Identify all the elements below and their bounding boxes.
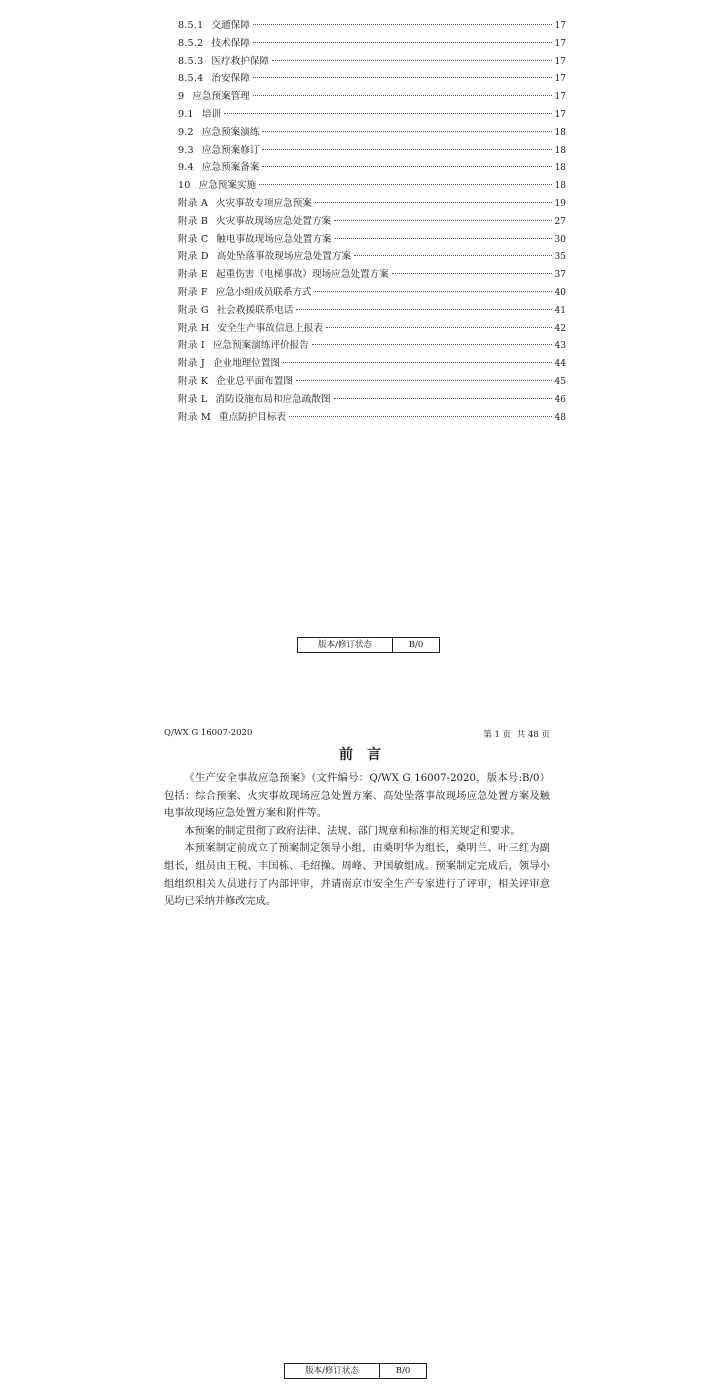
toc-entry[interactable] xyxy=(178,177,566,195)
document-code: Q/WX G 16007-2020 xyxy=(164,728,253,738)
toc-entry[interactable] xyxy=(178,53,566,71)
page-header xyxy=(164,728,550,740)
toc-entry-title: 企业地理位置图 xyxy=(212,358,281,370)
toc-entry[interactable] xyxy=(178,142,566,160)
toc-entry-title: 医疗救护保障 xyxy=(211,55,269,67)
toc-entry[interactable] xyxy=(178,231,566,249)
toc-leader-dots xyxy=(392,273,552,274)
toc-entry[interactable] xyxy=(178,355,566,373)
toc-entry-number: 附录 F xyxy=(178,286,208,298)
toc-entry-page: 17 xyxy=(554,109,566,120)
toc-leader-dots xyxy=(354,255,552,256)
toc-entry-page: 18 xyxy=(554,163,566,174)
toc-entry-number: 附录 L xyxy=(178,393,208,405)
toc-entry-page: 19 xyxy=(554,198,566,209)
toc-entry-title: 安全生产事故信息上报表 xyxy=(217,322,323,334)
paragraph: 《生产安全事故应急预案》（文件编号：Q/WX G 16007-2020，版本号:B/0）包括：综合预案、火灾事故现场应急处置方案、高处坠落事故现场应急处置方案及触电事故现场应急处置方案和附件等。 xyxy=(164,773,550,820)
page-total: 共 48 页 xyxy=(516,730,550,740)
version-label: 版本/修订状态 xyxy=(298,638,393,652)
version-status-box xyxy=(284,1363,427,1379)
toc-leader-dots xyxy=(253,42,552,43)
toc-entry-page: 42 xyxy=(554,323,566,334)
paragraph: 本预案制定前成立了预案制定领导小组，由桑明华为组长，桑明兰、叶三红为副组长，组员由王税、丰国栋、毛绍操、周峰、尹国敏组成。预案制定完成后，领导小组组织相关人员进行了内部评审，并请南京市安全生产专家进行了评审，相关评审意见均已采纳并修改完成。 xyxy=(164,843,550,908)
toc-entry-title: 企业总平面布置图 xyxy=(216,375,293,387)
toc-leader-dots xyxy=(289,416,552,417)
toc-entry-page: 17 xyxy=(554,38,566,49)
toc-entry-title: 起重伤害（电梯事故）现场应急处置方案 xyxy=(216,269,389,281)
toc-entry-number: 9.4 xyxy=(178,162,194,174)
toc-leader-dots xyxy=(262,166,551,167)
toc-entry-title: 火灾事故现场应急处置方案 xyxy=(216,215,332,227)
toc-entry-title: 应急预案演练 xyxy=(201,126,260,138)
toc-entry-number: 10 xyxy=(178,180,191,192)
toc-entry[interactable] xyxy=(178,320,566,338)
toc-entry[interactable] xyxy=(178,17,566,35)
toc-entry-page: 17 xyxy=(554,74,566,85)
version-value: B/0 xyxy=(408,640,424,650)
toc-entry-page: 45 xyxy=(554,376,566,387)
toc-entry-title: 治安保障 xyxy=(211,73,250,85)
toc-leader-dots xyxy=(224,113,552,114)
toc-entry[interactable] xyxy=(178,195,566,213)
table-of-contents xyxy=(178,17,566,426)
toc-entry-page: 17 xyxy=(554,92,566,103)
toc-entry-page: 27 xyxy=(554,216,566,227)
toc-entry-number: 8.5.4 xyxy=(178,73,204,85)
toc-entry-number: 9 xyxy=(178,91,185,103)
toc-entry-page: 18 xyxy=(554,181,566,192)
toc-entry-title: 消防设施布局和应急疏散图 xyxy=(215,393,331,405)
toc-entry-page: 40 xyxy=(554,287,566,298)
toc-entry-number: 附录 A xyxy=(178,197,208,209)
toc-leader-dots xyxy=(334,398,552,399)
toc-leader-dots xyxy=(296,309,551,310)
toc-leader-dots xyxy=(315,202,552,203)
toc-entry-number: 8.5.3 xyxy=(178,55,204,67)
toc-entry-page: 46 xyxy=(554,394,566,405)
toc-entry-page: 30 xyxy=(554,234,566,245)
toc-entry[interactable] xyxy=(178,124,566,142)
toc-entry[interactable] xyxy=(178,409,566,427)
toc-entry-title: 技术保障 xyxy=(211,37,250,49)
toc-entry-number: 8.5.1 xyxy=(178,20,204,31)
toc-entry-title: 交通保障 xyxy=(211,20,250,31)
toc-entry-title: 高处坠落事故现场应急处置方案 xyxy=(216,251,352,263)
foreword-page xyxy=(0,690,720,1390)
toc-leader-dots xyxy=(315,291,552,292)
toc-entry-number: 8.5.2 xyxy=(178,37,204,49)
toc-entry-page: 18 xyxy=(554,145,566,156)
toc-leader-dots xyxy=(259,184,551,185)
toc-entry-title: 应急预案管理 xyxy=(192,91,250,103)
toc-entry[interactable] xyxy=(178,159,566,177)
toc-entry-number: 9.3 xyxy=(178,144,194,156)
toc-entry[interactable] xyxy=(178,70,566,88)
toc-entry-number: 附录 J xyxy=(178,358,205,370)
toc-entry-title: 应急预案备案 xyxy=(201,162,260,174)
toc-entry[interactable] xyxy=(178,88,566,106)
toc-entry-title: 应急预案实施 xyxy=(198,180,257,192)
toc-leader-dots xyxy=(262,131,551,132)
toc-entry-title: 重点防护目标表 xyxy=(218,411,287,423)
toc-entry-title: 应急小组成员联系方式 xyxy=(215,286,312,298)
page-title: 前言 xyxy=(339,747,395,763)
paragraph: 本预案的制定贯彻了政府法律、法规、部门规章和标准的相关规定和要求。 xyxy=(184,825,521,837)
toc-entry-number: 附录 H xyxy=(178,322,210,334)
toc-entry[interactable] xyxy=(178,373,566,391)
toc-entry-title: 社会救援联系电话 xyxy=(216,304,294,316)
version-status-box xyxy=(297,637,440,653)
toc-entry-number: 附录 D xyxy=(178,251,209,263)
toc-leader-dots xyxy=(253,77,552,78)
toc-entry[interactable] xyxy=(178,213,566,231)
toc-entry-number: 附录 B xyxy=(178,215,209,227)
toc-entry[interactable] xyxy=(178,284,566,302)
toc-entry-page: 37 xyxy=(554,270,566,281)
toc-entry-page: 17 xyxy=(554,21,566,31)
toc-entry-title: 应急预案修订 xyxy=(201,144,260,156)
page-number: 第 1 页 xyxy=(483,730,512,740)
toc-leader-dots xyxy=(334,220,551,221)
toc-entry-page: 44 xyxy=(554,359,566,370)
page-counter xyxy=(480,728,550,740)
toc-entry[interactable] xyxy=(178,302,566,320)
foreword-body xyxy=(164,770,550,911)
toc-leader-dots xyxy=(335,238,552,239)
toc-entry[interactable] xyxy=(178,266,566,284)
toc-leader-dots xyxy=(253,95,552,96)
version-value: B/0 xyxy=(395,1366,411,1376)
toc-entry-title: 触电事故现场应急处置方案 xyxy=(216,233,332,245)
toc-entry-title: 火灾事故专项应急预案 xyxy=(215,197,312,209)
toc-entry-number: 附录 G xyxy=(178,304,209,316)
toc-entry[interactable] xyxy=(178,391,566,409)
toc-entry-number: 附录 E xyxy=(178,269,209,281)
toc-entry-number: 9.2 xyxy=(178,126,194,138)
toc-page xyxy=(0,0,720,690)
toc-entry-page: 17 xyxy=(554,56,566,67)
toc-leader-dots xyxy=(326,327,552,328)
toc-entry-number: 附录 C xyxy=(178,233,209,245)
toc-entry[interactable] xyxy=(178,106,566,124)
toc-entry[interactable] xyxy=(178,35,566,53)
toc-entry-number: 附录 M xyxy=(178,411,211,423)
toc-entry-title: 培训 xyxy=(201,108,222,120)
toc-entry-number: 附录 K xyxy=(178,375,209,387)
toc-entry-page: 41 xyxy=(554,305,566,316)
toc-entry-page: 18 xyxy=(554,127,566,138)
toc-entry[interactable] xyxy=(178,248,566,266)
toc-leader-dots xyxy=(272,60,552,61)
toc-entry-page: 35 xyxy=(554,252,566,263)
toc-leader-dots xyxy=(296,380,552,381)
toc-entry-number: 附录 I xyxy=(178,340,205,352)
toc-entry-page: 43 xyxy=(554,341,566,352)
version-label: 版本/修订状态 xyxy=(285,1364,380,1378)
toc-leader-dots xyxy=(262,149,551,150)
toc-entry[interactable] xyxy=(178,337,566,355)
toc-entry-number: 9.1 xyxy=(178,108,194,120)
toc-leader-dots xyxy=(312,344,552,345)
toc-leader-dots xyxy=(283,362,552,363)
toc-entry-page: 48 xyxy=(554,412,566,423)
toc-leader-dots xyxy=(253,24,552,25)
toc-entry-title: 应急预案演练评价报告 xyxy=(212,340,309,352)
